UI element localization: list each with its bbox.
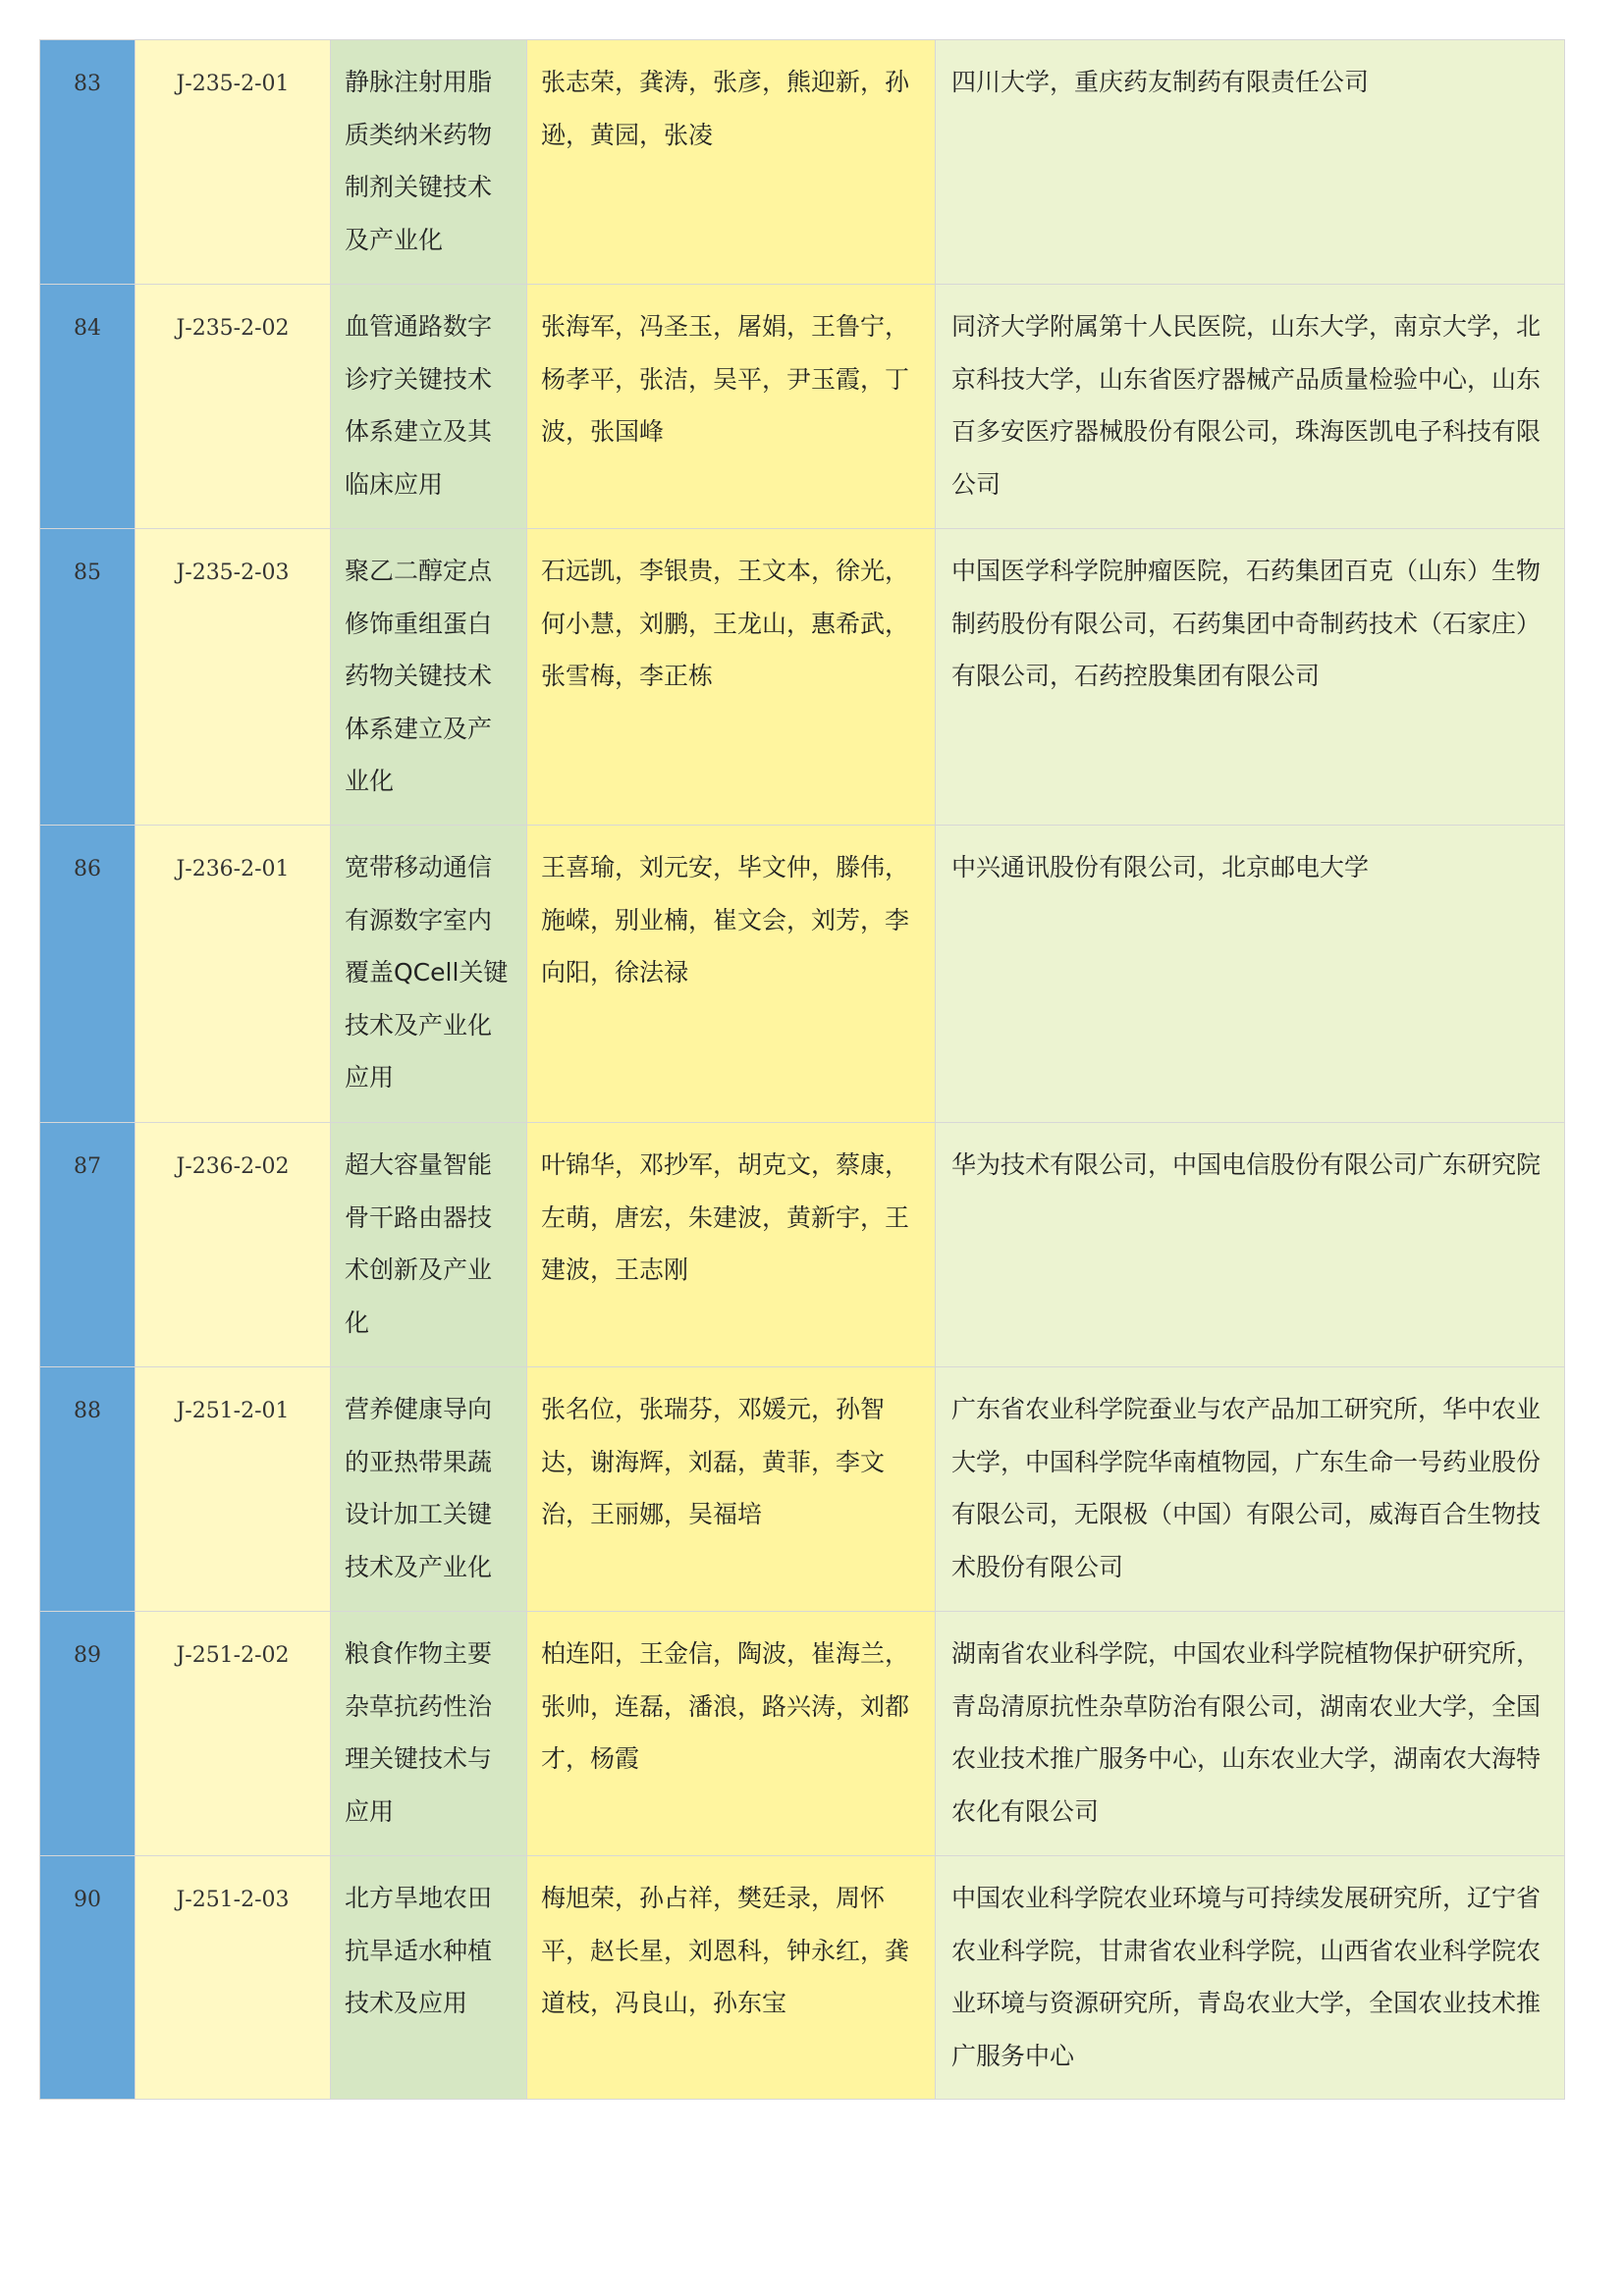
main-organizations: 中兴通讯股份有限公司，北京邮电大学 — [936, 826, 1565, 1123]
main-contributors: 石远凯，李银贵，王文本，徐光，何小慧，刘鹏，王龙山，惠希武，张雪梅，李正栋 — [527, 529, 936, 826]
project-name: 聚乙二醇定点修饰重组蛋白药物关键技术体系建立及产业化 — [331, 529, 527, 826]
project-code: J-251-2-01 — [135, 1367, 331, 1612]
main-contributors: 张海军，冯圣玉，屠娟，王鲁宁，杨孝平，张洁，吴平，尹玉霞，丁波，张国峰 — [527, 285, 936, 529]
row-number: 85 — [40, 529, 135, 826]
main-organizations: 四川大学，重庆药友制药有限责任公司 — [936, 40, 1565, 285]
main-contributors: 叶锦华，邓抄军，胡克文，蔡康，左萌，唐宏，朱建波，黄新宇，王建波，王志刚 — [527, 1123, 936, 1367]
award-table — [39, 39, 1565, 2100]
table-row — [40, 529, 1565, 826]
row-number: 86 — [40, 826, 135, 1123]
project-name: 粮食作物主要杂草抗药性治理关键技术与应用 — [331, 1612, 527, 1856]
main-organizations: 湖南省农业科学院，中国农业科学院植物保护研究所，青岛清原抗性杂草防治有限公司，湖南农业大学，全国农业技术推广服务中心，山东农业大学，湖南农大海特农化有限公司 — [936, 1612, 1565, 1856]
table-row — [40, 826, 1565, 1123]
main-organizations: 广东省农业科学院蚕业与农产品加工研究所，华中农业大学，中国科学院华南植物园，广东生命一号药业股份有限公司，无限极（中国）有限公司，威海百合生物技术股份有限公司 — [936, 1367, 1565, 1612]
main-contributors: 张志荣，龚涛，张彦，熊迎新，孙逊，黄园，张凌 — [527, 40, 936, 285]
project-code: J-236-2-02 — [135, 1123, 331, 1367]
row-number: 89 — [40, 1612, 135, 1856]
main-contributors: 王喜瑜，刘元安，毕文仲，滕伟，施嵘，别业楠，崔文会，刘芳，李向阳，徐法禄 — [527, 826, 936, 1123]
table-row — [40, 40, 1565, 285]
project-code: J-251-2-02 — [135, 1612, 331, 1856]
row-number: 83 — [40, 40, 135, 285]
project-code: J-235-2-01 — [135, 40, 331, 285]
project-name: 营养健康导向的亚热带果蔬设计加工关键技术及产业化 — [331, 1367, 527, 1612]
main-organizations: 中国农业科学院农业环境与可持续发展研究所，辽宁省农业科学院，甘肃省农业科学院，山西省农业科学院农业环境与资源研究所，青岛农业大学，全国农业技术推广服务中心 — [936, 1856, 1565, 2100]
project-name: 超大容量智能骨干路由器技术创新及产业化 — [331, 1123, 527, 1367]
row-number: 90 — [40, 1856, 135, 2100]
main-contributors: 梅旭荣，孙占祥，樊廷录，周怀平，赵长星，刘恩科，钟永红，龚道枝，冯良山，孙东宝 — [527, 1856, 936, 2100]
project-code: J-235-2-03 — [135, 529, 331, 826]
table-row — [40, 1367, 1565, 1612]
main-organizations: 同济大学附属第十人民医院，山东大学，南京大学，北京科技大学，山东省医疗器械产品质量检验中心，山东百多安医疗器械股份有限公司，珠海医凯电子科技有限公司 — [936, 285, 1565, 529]
project-name: 宽带移动通信有源数字室内覆盖QCell关键技术及产业化应用 — [331, 826, 527, 1123]
project-name: 北方旱地农田抗旱适水种植技术及应用 — [331, 1856, 527, 2100]
table-row — [40, 1856, 1565, 2100]
table-row — [40, 1612, 1565, 1856]
main-organizations: 中国医学科学院肿瘤医院，石药集团百克（山东）生物制药股份有限公司，石药集团中奇制药技术（石家庄）有限公司，石药控股集团有限公司 — [936, 529, 1565, 826]
table-row — [40, 1123, 1565, 1367]
row-number: 87 — [40, 1123, 135, 1367]
project-code: J-251-2-03 — [135, 1856, 331, 2100]
project-code: J-236-2-01 — [135, 826, 331, 1123]
project-name: 静脉注射用脂质类纳米药物制剂关键技术及产业化 — [331, 40, 527, 285]
project-code: J-235-2-02 — [135, 285, 331, 529]
main-organizations: 华为技术有限公司，中国电信股份有限公司广东研究院 — [936, 1123, 1565, 1367]
main-contributors: 张名位，张瑞芬，邓媛元，孙智达，谢海辉，刘磊，黄菲，李文治，王丽娜，吴福培 — [527, 1367, 936, 1612]
table-row — [40, 285, 1565, 529]
project-name: 血管通路数字诊疗关键技术体系建立及其临床应用 — [331, 285, 527, 529]
row-number: 88 — [40, 1367, 135, 1612]
main-contributors: 柏连阳，王金信，陶波，崔海兰，张帅，连磊，潘浪，路兴涛，刘都才，杨霞 — [527, 1612, 936, 1856]
row-number: 84 — [40, 285, 135, 529]
